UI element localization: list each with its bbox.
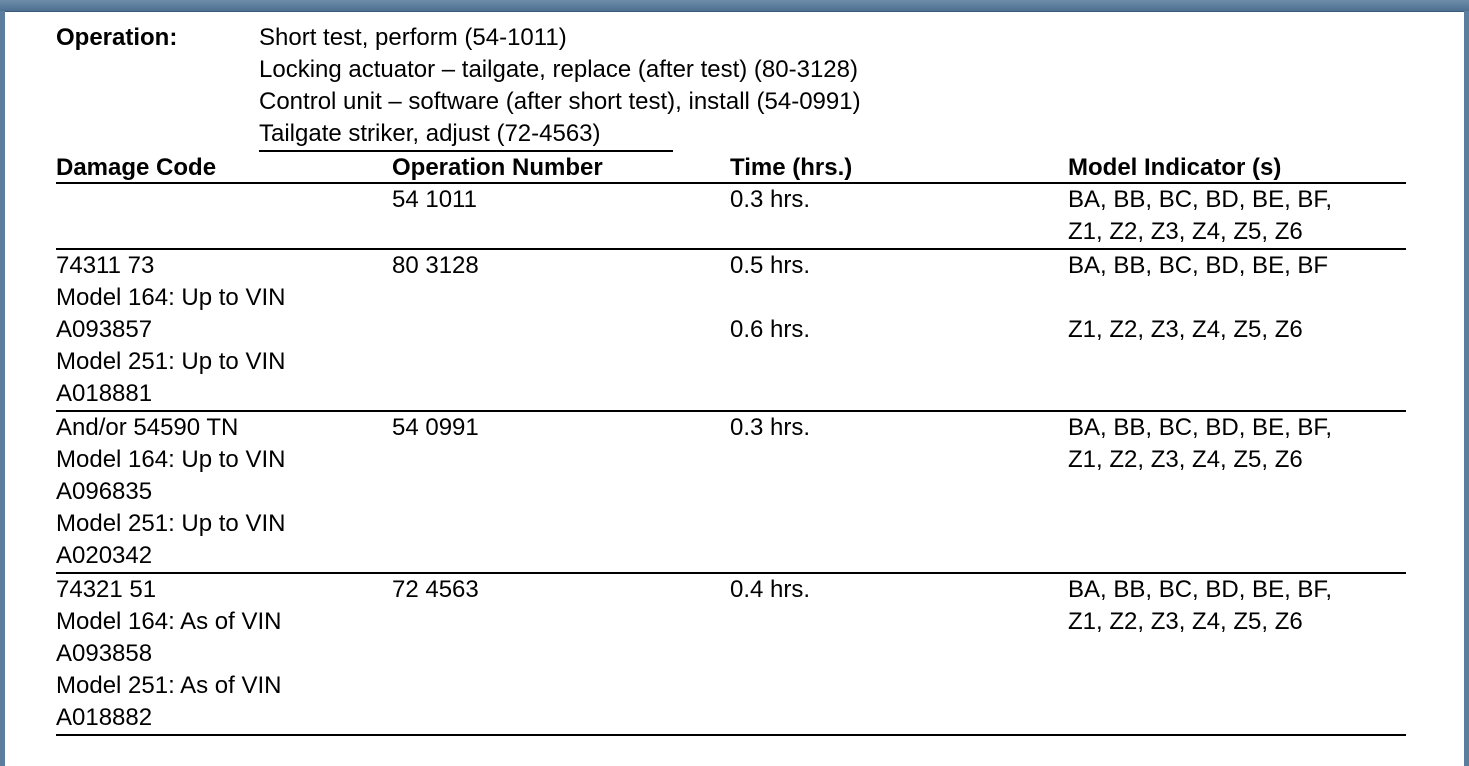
window-left-edge (0, 11, 5, 766)
cell-model-indicator (1068, 412, 1406, 572)
cell-damage-code-line: A020342 (56, 542, 153, 569)
cell-damage-code-line: Model 251: As of VIN (56, 672, 282, 699)
operation-lines (259, 22, 861, 152)
document-page (56, 22, 1406, 736)
cell-time (730, 184, 1068, 248)
operation-line: Short test, perform (54-1011) (259, 24, 567, 51)
cell-time-line (730, 508, 1068, 540)
cell-damage-code-line: 74311 73 (56, 252, 155, 279)
cell-time-line (730, 670, 1068, 702)
cell-model-indicator-line (1068, 282, 1406, 314)
labor-table (56, 152, 1406, 736)
cell-time (730, 574, 1068, 734)
cell-damage-code-line: 74321 51 (56, 576, 157, 603)
cell-time-line (730, 444, 1068, 476)
cell-damage-code-line: A096835 (56, 478, 153, 505)
cell-model-indicator-line: BA, BB, BC, BD, BE, BF, (1068, 576, 1333, 603)
window-top-band (0, 0, 1469, 12)
cell-operation-number-line (392, 540, 730, 572)
cell-operation-number (392, 184, 730, 248)
operation-label: Operation: (56, 24, 178, 51)
cell-time-line (730, 540, 1068, 572)
cell-time-line: 0.5 hrs. (730, 252, 811, 279)
cell-operation-number-line (392, 314, 730, 346)
cell-model-indicator (1068, 574, 1406, 734)
cell-damage-code-line: A093858 (56, 640, 153, 667)
cell-operation-number-line: 54 0991 (392, 414, 479, 441)
cell-damage-code-line: A093857 (56, 316, 153, 343)
cell-time-line: 0.3 hrs. (730, 414, 811, 441)
header-damage-code: Damage Code (56, 154, 217, 181)
header-model-indicator: Model Indicator (s) (1068, 154, 1282, 181)
table-row (56, 184, 1406, 250)
cell-model-indicator-line (1068, 702, 1406, 734)
table-body (56, 184, 1406, 736)
cell-time (730, 412, 1068, 572)
cell-model-indicator-line: BA, BB, BC, BD, BE, BF (1068, 252, 1329, 279)
cell-operation-number-line: 80 3128 (392, 252, 479, 279)
cell-damage-code-line: Model 164: Up to VIN (56, 284, 286, 311)
operation-block (56, 22, 1406, 152)
cell-time-line: 0.4 hrs. (730, 576, 811, 603)
cell-operation-number-line (392, 638, 730, 670)
cell-operation-number-line (392, 444, 730, 476)
table-row (56, 250, 1406, 412)
cell-time (730, 250, 1068, 410)
cell-model-indicator-line: Z1, Z2, Z3, Z4, Z5, Z6 (1068, 446, 1303, 473)
cell-damage-code-line: Model 164: Up to VIN (56, 446, 286, 473)
cell-model-indicator-line (1068, 670, 1406, 702)
cell-damage-code (56, 250, 392, 410)
cell-damage-code-line: A018882 (56, 704, 153, 731)
operation-line: Tailgate striker, adjust (72-4563) (259, 120, 601, 147)
header-time: Time (hrs.) (730, 154, 853, 181)
cell-damage-code-line (56, 216, 392, 248)
cell-time-line: 0.6 hrs. (730, 316, 811, 343)
cell-time-line (730, 476, 1068, 508)
cell-operation-number-line (392, 346, 730, 378)
window-right-edge (1464, 11, 1469, 766)
cell-time-line (730, 282, 1068, 314)
cell-operation-number (392, 412, 730, 572)
cell-damage-code-line: Model 164: As of VIN (56, 608, 282, 635)
cell-time-line (730, 378, 1068, 410)
cell-operation-number-line (392, 216, 730, 248)
table-row (56, 574, 1406, 736)
cell-operation-number-line (392, 378, 730, 410)
cell-damage-code (56, 184, 392, 248)
cell-time-line (730, 702, 1068, 734)
cell-operation-number (392, 574, 730, 734)
cell-model-indicator-line (1068, 378, 1406, 410)
cell-time-line (730, 638, 1068, 670)
cell-operation-number-line (392, 702, 730, 734)
cell-operation-number-line (392, 508, 730, 540)
cell-model-indicator-line: Z1, Z2, Z3, Z4, Z5, Z6 (1068, 316, 1303, 343)
cell-damage-code-line: And/or 54590 TN (56, 414, 239, 441)
cell-operation-number-line: 72 4563 (392, 576, 479, 603)
cell-damage-code-line (56, 184, 392, 216)
cell-model-indicator (1068, 184, 1406, 248)
cell-model-indicator-line: Z1, Z2, Z3, Z4, Z5, Z6 (1068, 218, 1303, 245)
cell-operation-number (392, 250, 730, 410)
cell-model-indicator-line (1068, 476, 1406, 508)
cell-damage-code-line: A018881 (56, 380, 153, 407)
cell-model-indicator-line (1068, 508, 1406, 540)
operation-line: Locking actuator – tailgate, replace (after test) (80-3128) (259, 56, 858, 83)
table-header-row (56, 152, 1406, 184)
cell-operation-number-line (392, 476, 730, 508)
cell-time-line (730, 346, 1068, 378)
cell-damage-code (56, 574, 392, 734)
cell-operation-number-line: 54 1011 (392, 186, 477, 213)
cell-model-indicator (1068, 250, 1406, 410)
cell-time-line (730, 606, 1068, 638)
cell-operation-number-line (392, 606, 730, 638)
cell-time-line (730, 216, 1068, 248)
operation-line: Control unit – software (after short test), install (54-0991) (259, 88, 861, 115)
cell-operation-number-line (392, 670, 730, 702)
cell-model-indicator-line: Z1, Z2, Z3, Z4, Z5, Z6 (1068, 608, 1303, 635)
cell-model-indicator-line (1068, 540, 1406, 572)
cell-operation-number-line (392, 282, 730, 314)
cell-model-indicator-line (1068, 346, 1406, 378)
cell-model-indicator-line: BA, BB, BC, BD, BE, BF, (1068, 414, 1333, 441)
cell-damage-code (56, 412, 392, 572)
cell-damage-code-line: Model 251: Up to VIN (56, 348, 286, 375)
cell-time-line: 0.3 hrs. (730, 186, 811, 213)
cell-model-indicator-line (1068, 638, 1406, 670)
header-operation-number: Operation Number (392, 154, 603, 181)
cell-model-indicator-line: BA, BB, BC, BD, BE, BF, (1068, 186, 1333, 213)
cell-damage-code-line: Model 251: Up to VIN (56, 510, 286, 537)
table-row (56, 412, 1406, 574)
